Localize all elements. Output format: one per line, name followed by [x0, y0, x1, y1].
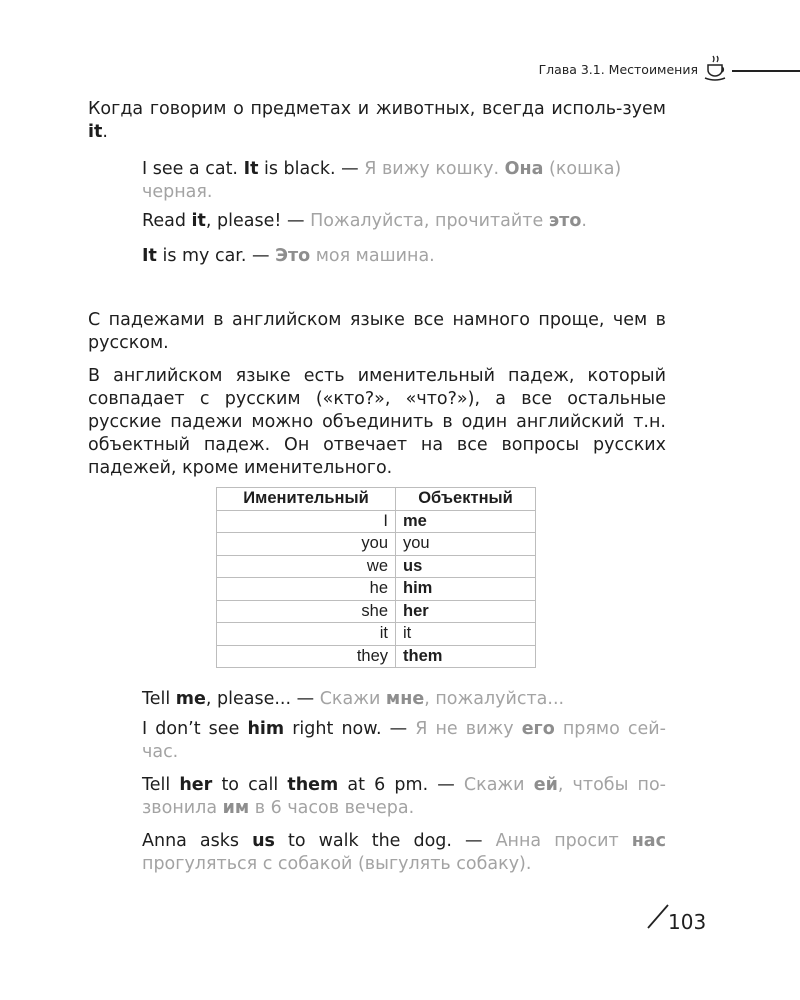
cup-icon	[703, 54, 729, 82]
intro-keyword: it	[88, 122, 103, 142]
page-number: 103	[668, 910, 707, 934]
example-obj-1: Tell me, please... — Скажи мне, пожалуйста...	[142, 689, 565, 709]
objective-cell: us	[396, 555, 536, 578]
example-it-2: Read it, please! — Пожалуйста, прочитайте это.	[142, 211, 587, 231]
nominative-cell: they	[217, 645, 396, 668]
table-row	[217, 510, 536, 533]
pronoun-case-table	[216, 487, 536, 668]
table-row	[217, 623, 536, 646]
table-row	[217, 645, 536, 668]
column-header-objective: Объектный	[396, 488, 536, 511]
example-obj-2: I don’t see him right now. — Я не вижу его прямо сей-час.	[142, 719, 666, 762]
nominative-cell: it	[217, 623, 396, 646]
table-row	[217, 555, 536, 578]
objective-cell: her	[396, 600, 536, 623]
nominative-cell: we	[217, 555, 396, 578]
table-header-row	[217, 488, 536, 511]
nominative-cell: you	[217, 533, 396, 556]
intro-text: Когда говорим о предметах и животных, всегда исполь-зуем	[88, 99, 666, 119]
nominative-cell: he	[217, 578, 396, 601]
example-obj-3: Tell her to call them at 6 pm. — Скажи ей, чтобы по-звонила им в 6 часов вечера.	[142, 775, 666, 818]
objective-cell: it	[396, 623, 536, 646]
objective-cell: me	[396, 510, 536, 533]
example-obj-4: Anna asks us to walk the dog. — Анна просит нас прогуляться с собакой (выгулять собаку).	[142, 831, 666, 874]
nominative-cell: she	[217, 600, 396, 623]
table-row	[217, 600, 536, 623]
page-number-slash	[646, 902, 670, 930]
nominative-cell: I	[217, 510, 396, 533]
chapter-title: Глава 3.1. Местоимения	[538, 62, 698, 77]
intro-paragraph	[88, 98, 666, 144]
cases-intro-paragraph: С падежами в английском языке все намного проще, чем в русском.	[88, 310, 666, 353]
table-row	[217, 578, 536, 601]
cases-explain-paragraph: В английском языке есть именительный падеж, который совпадает с русским («кто?», «что?»), а все остальные русские падежи можно объединить в один английский т.н. объектный падеж. Он отвечает на все вопросы русских падежей, кроме именительного.	[88, 366, 666, 478]
table-row	[217, 533, 536, 556]
running-header	[0, 54, 800, 84]
intro-end: .	[102, 122, 108, 142]
objective-cell: him	[396, 578, 536, 601]
table-body	[217, 510, 536, 668]
objective-cell: you	[396, 533, 536, 556]
header-rule	[732, 70, 800, 72]
objective-cell: them	[396, 645, 536, 668]
example-it-3: It is my car. — Это моя машина.	[142, 246, 435, 266]
example-it-1: I see a cat. It is black. — Я вижу кошку. Она (кошка) черная.	[142, 159, 622, 202]
column-header-nominative: Именительный	[217, 488, 396, 511]
